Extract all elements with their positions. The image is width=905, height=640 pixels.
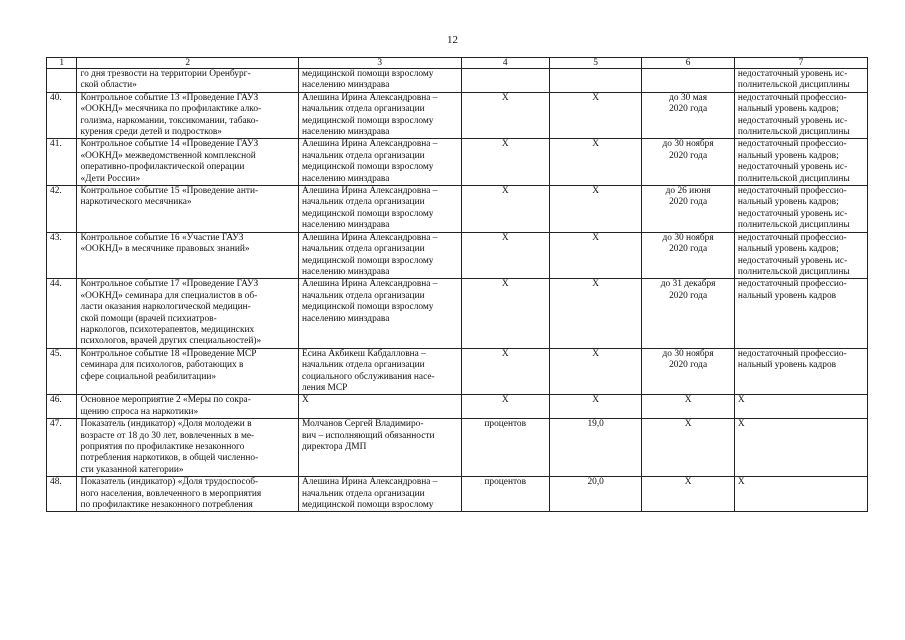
unit-of-measure: X	[461, 279, 549, 348]
row-number: 44.	[47, 279, 77, 348]
column-number: 6	[642, 58, 734, 69]
row-number: 40.	[47, 92, 77, 139]
row-number: 41.	[47, 139, 77, 186]
unit-of-measure: процентов	[461, 419, 549, 477]
event-description: Контрольное событие 17 «Проведение ГАУЗ «ООКНД» семинара для специалистов в об- ласти оказания наркологической медицин- ской помощи (врачей психиатров- наркологов, психотерапевтов, медицинских психологов, врачей других специальностей)»	[77, 279, 299, 348]
target-value: 20,0	[549, 477, 641, 512]
row-number	[47, 69, 77, 93]
deadline: до 30 мая 2020 года	[642, 92, 734, 139]
target-value: 19,0	[549, 419, 641, 477]
target-value: X	[549, 139, 641, 186]
responsible-person: Алешина Ирина Александровна – начальник отдела организации медицинской помощи взрослому населению минздрава	[298, 186, 461, 233]
unit-of-measure: процентов	[461, 477, 549, 512]
table-row	[47, 419, 868, 477]
deadline: X	[642, 395, 734, 419]
target-value: X	[549, 232, 641, 279]
row-number: 45.	[47, 348, 77, 395]
table-row	[47, 279, 868, 348]
deadline	[642, 69, 734, 93]
risk-description: недостаточный уровень ис- полнительской дисциплины	[734, 69, 867, 93]
unit-of-measure: X	[461, 395, 549, 419]
row-number: 47.	[47, 419, 77, 477]
risk-description: X	[734, 395, 867, 419]
table-row	[47, 69, 868, 93]
unit-of-measure: X	[461, 186, 549, 233]
target-value: X	[549, 348, 641, 395]
target-value: X	[549, 395, 641, 419]
unit-of-measure	[461, 69, 549, 93]
table-row	[47, 477, 868, 512]
row-number: 42.	[47, 186, 77, 233]
column-number: 4	[461, 58, 549, 69]
responsible-person: Алешина Ирина Александровна – начальник отдела организации медицинской помощи взрослому населению минздрава	[298, 232, 461, 279]
page-number: 12	[447, 34, 458, 46]
row-number: 46.	[47, 395, 77, 419]
risk-description: недостаточный профессио- нальный уровень кадров	[734, 348, 867, 395]
event-description: Контрольное событие 18 «Проведение МСР семинара для психологов, работающих в сфере социальной реабилитации»	[77, 348, 299, 395]
event-description: Контрольное событие 15 «Проведение анти- наркотического месячника»	[77, 186, 299, 233]
event-description: го дня трезвости на территории Оренбург- ской области»	[77, 69, 299, 93]
column-number-row	[47, 58, 868, 69]
risk-description: недостаточный профессио- нальный уровень кадров; недостаточный уровень ис- полнительской дисциплины	[734, 92, 867, 139]
target-value: X	[549, 186, 641, 233]
deadline: до 30 ноября 2020 года	[642, 348, 734, 395]
risk-description: X	[734, 419, 867, 477]
table-row	[47, 186, 868, 233]
table-row	[47, 348, 868, 395]
target-value: X	[549, 279, 641, 348]
column-number: 5	[549, 58, 641, 69]
deadline: X	[642, 419, 734, 477]
responsible-person: медицинской помощи взрослому населению минздрава	[298, 69, 461, 93]
responsible-person: Алешина Ирина Александровна – начальник отдела организации медицинской помощи взрослому населению минздрава	[298, 92, 461, 139]
unit-of-measure: X	[461, 232, 549, 279]
event-description: Контрольное событие 16 «Участие ГАУЗ «ООКНД» в месячнике правовых знаний»	[77, 232, 299, 279]
risk-description: недостаточный профессио- нальный уровень кадров; недостаточный уровень ис- полнительской дисциплины	[734, 139, 867, 186]
deadline: до 26 июня 2020 года	[642, 186, 734, 233]
responsible-person: Алешина Ирина Александровна – начальник отдела организации медицинской помощи взрослому	[298, 477, 461, 512]
responsible-person: Алешина Ирина Александровна – начальник отдела организации медицинской помощи взрослому населению минздрава	[298, 279, 461, 348]
event-description: Контрольное событие 14 «Проведение ГАУЗ «ООКНД» межведомственной комплексной оперативно-профилактической операции «Дети России»	[77, 139, 299, 186]
unit-of-measure: X	[461, 92, 549, 139]
risk-description: недостаточный профессио- нальный уровень кадров	[734, 279, 867, 348]
table-row	[47, 139, 868, 186]
event-description: Основное мероприятие 2 «Меры по сокра- щению спроса на наркотики»	[77, 395, 299, 419]
risk-description: X	[734, 477, 867, 512]
deadline: до 31 декабря 2020 года	[642, 279, 734, 348]
target-value	[549, 69, 641, 93]
column-number: 7	[734, 58, 867, 69]
column-number: 2	[77, 58, 299, 69]
table-row	[47, 92, 868, 139]
unit-of-measure: X	[461, 348, 549, 395]
event-description: Показатель (индикатор) «Доля молодежи в возрасте от 18 до 30 лет, вовлеченных в ме- роприятия по профилактике незаконного потребления наркотиков, в общей численно- сти указанной категории»	[77, 419, 299, 477]
deadline: до 30 ноября 2020 года	[642, 232, 734, 279]
event-description: Показатель (индикатор) «Доля трудоспособ- ного населения, вовлеченного в мероприятия по профилактике незаконного потребления	[77, 477, 299, 512]
deadline: до 30 ноября 2020 года	[642, 139, 734, 186]
plan-table	[46, 57, 868, 512]
unit-of-measure: X	[461, 139, 549, 186]
responsible-person: X	[298, 395, 461, 419]
risk-description: недостаточный профессио- нальный уровень кадров; недостаточный уровень ис- полнительской дисциплины	[734, 186, 867, 233]
risk-description: недостаточный профессио- нальный уровень кадров; недостаточный уровень ис- полнительской дисциплины	[734, 232, 867, 279]
column-number: 3	[298, 58, 461, 69]
deadline: X	[642, 477, 734, 512]
event-description: Контрольное событие 13 «Проведение ГАУЗ «ООКНД» месячника по профилактике алко- голизма, наркомании, токсикомании, табако- курения среди детей и подростков»	[77, 92, 299, 139]
column-number: 1	[47, 58, 77, 69]
table-row	[47, 232, 868, 279]
responsible-person: Есина Акбикеш Кабдалловна – начальник отдела организации социального обслуживания насе- ления МСР	[298, 348, 461, 395]
responsible-person: Алешина Ирина Александровна – начальник отдела организации медицинской помощи взрослому населению минздрава	[298, 139, 461, 186]
target-value: X	[549, 92, 641, 139]
responsible-person: Молчанов Сергей Владимиро- вич – исполняющий обязанности директора ДМП	[298, 419, 461, 477]
row-number: 43.	[47, 232, 77, 279]
row-number: 48.	[47, 477, 77, 512]
table-row	[47, 395, 868, 419]
